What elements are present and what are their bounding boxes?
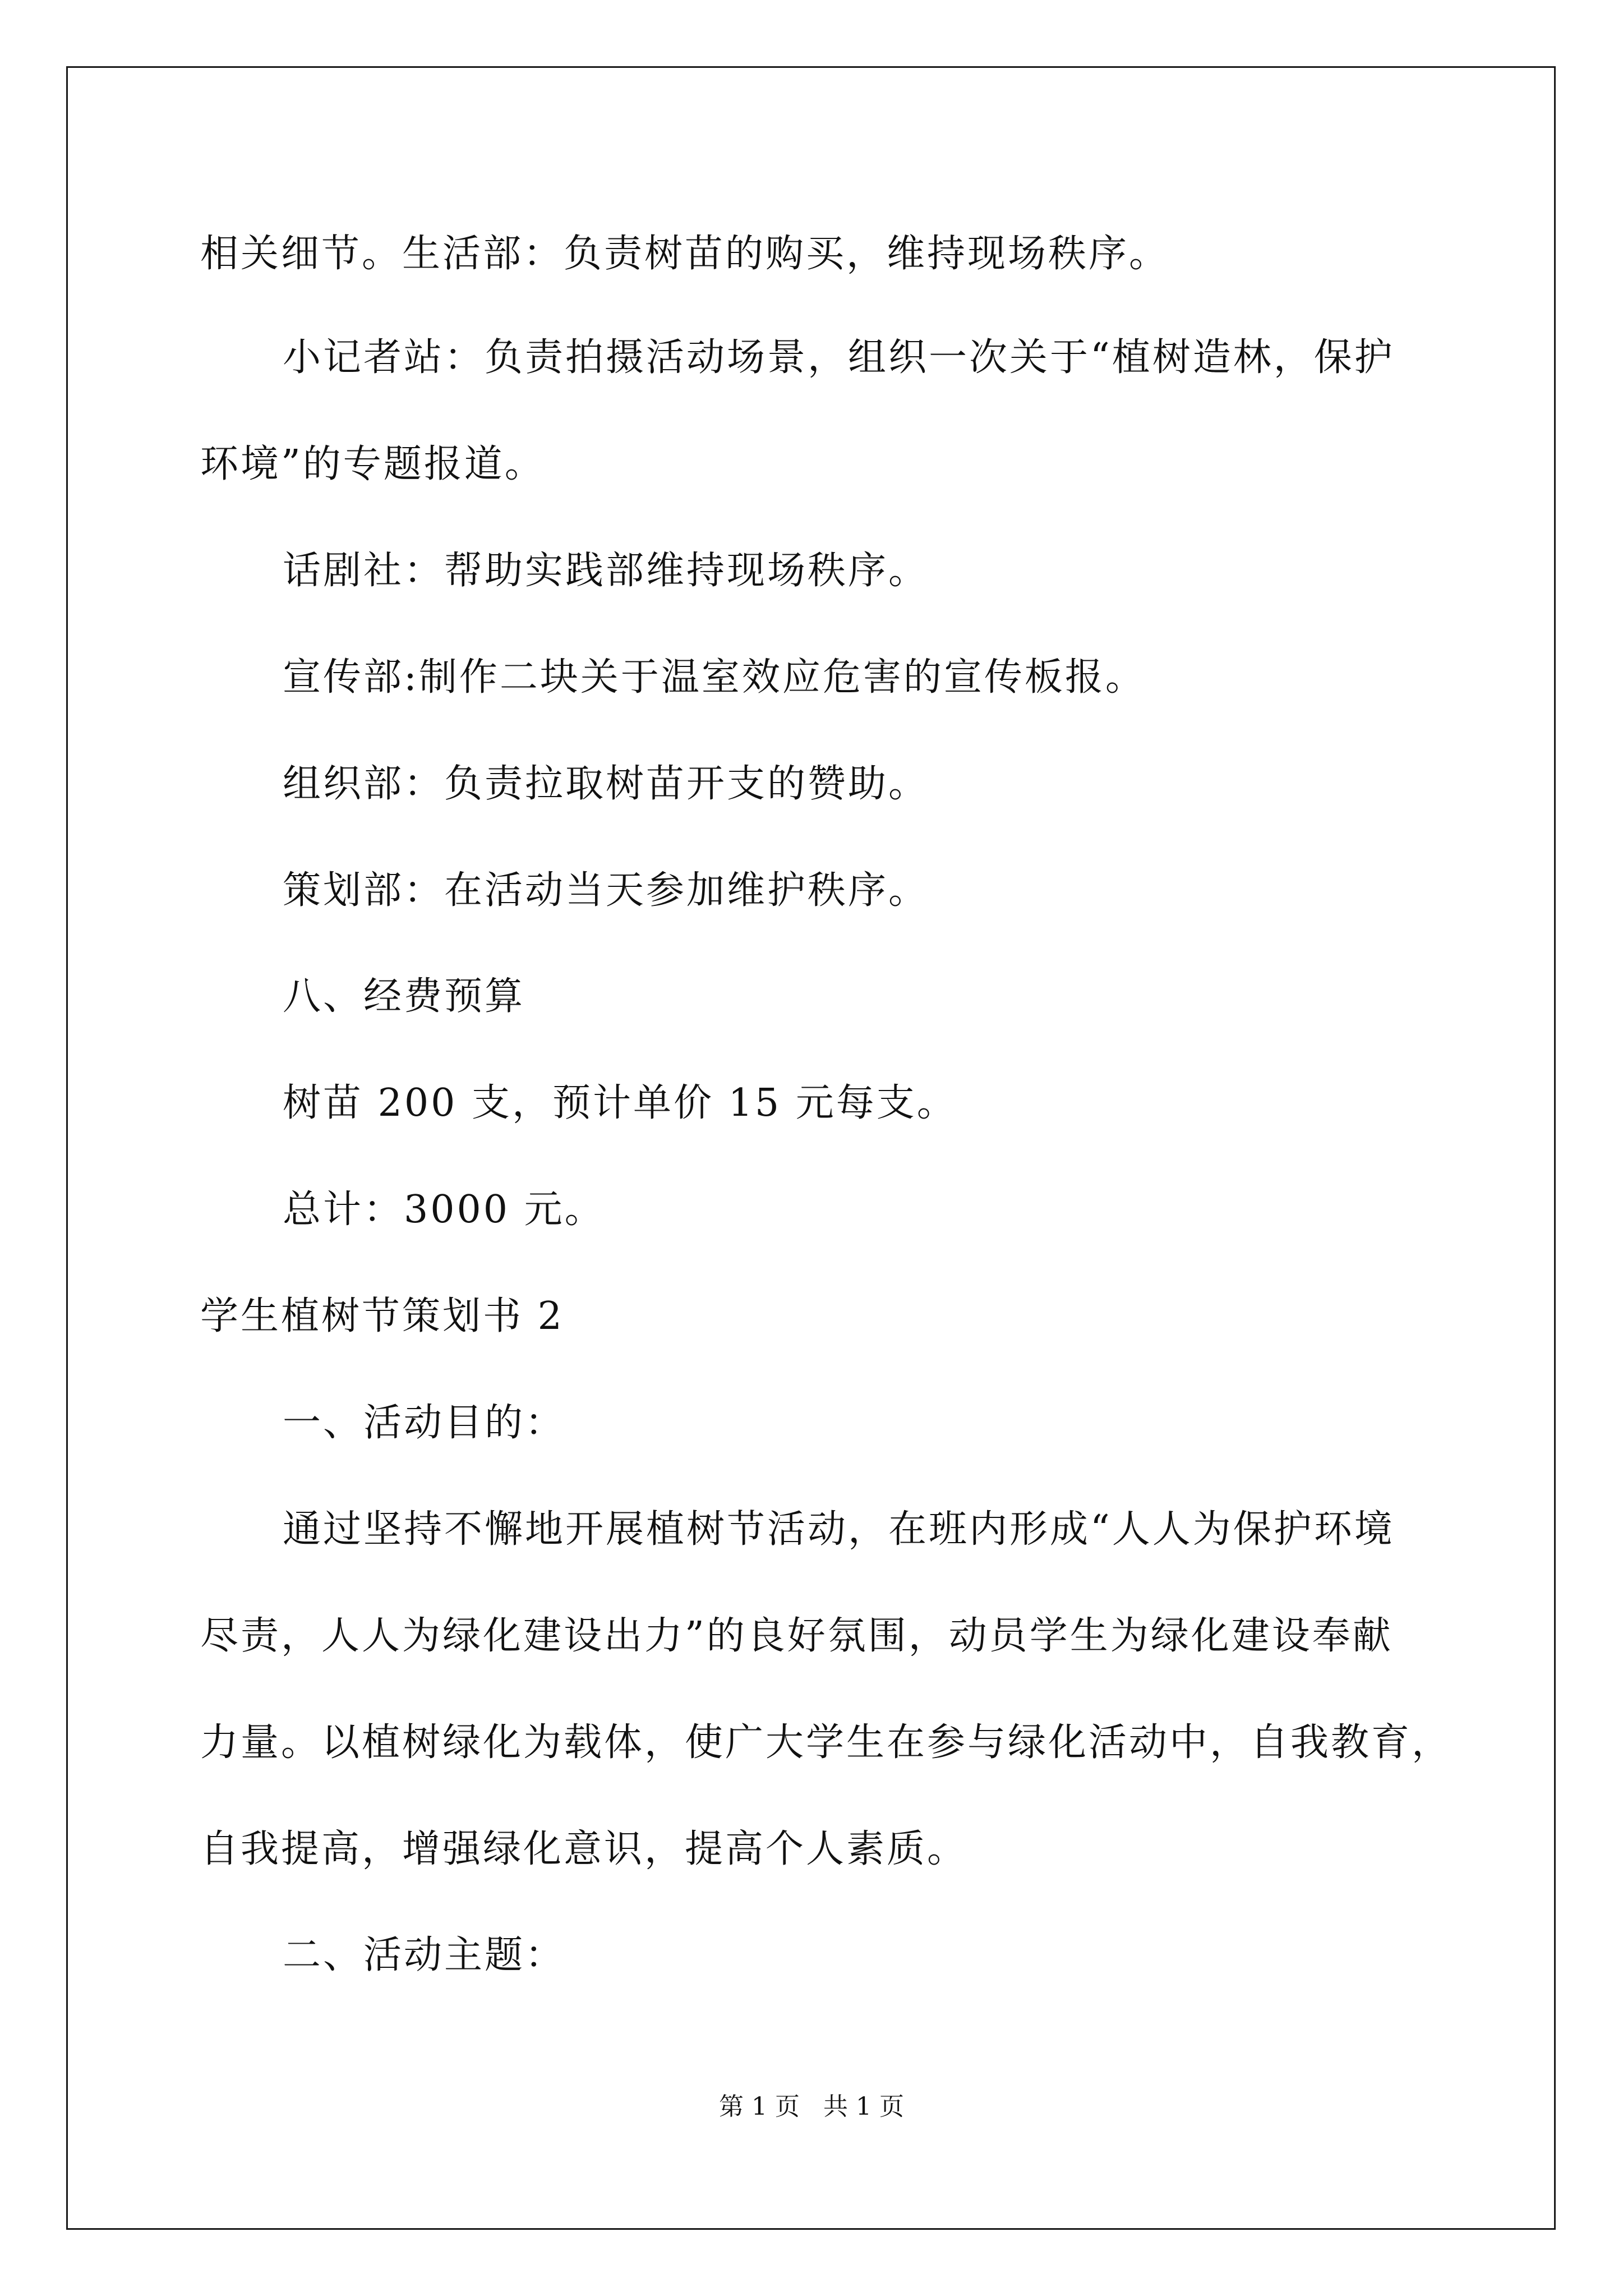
section-heading: 二、活动主题： xyxy=(283,1933,566,1977)
paragraph-line: 总计：3000 元。 xyxy=(283,1188,605,1232)
paragraph-line: 环境”的专题报道。 xyxy=(200,442,545,486)
paragraph-line: 组织部：负责拉取树苗开支的赞助。 xyxy=(283,762,929,806)
paragraph-line: 相关细节。生活部：负责树苗的购买，维持现场秩序。 xyxy=(200,232,1170,276)
paragraph-line: 自我提高，增强绿化意识，提高个人素质。 xyxy=(200,1827,968,1871)
section-heading: 一、活动目的： xyxy=(283,1401,566,1445)
page-number-current: 第 1 页 xyxy=(719,2092,800,2121)
paragraph-line: 通过坚持不懈地开展植树节活动，在班内形成“人人为保护环境 xyxy=(283,1507,1395,1552)
paragraph-line: 小记者站：负责拍摄活动场景，组织一次关于“植树造林，保护 xyxy=(283,335,1395,380)
page-number-total: 共 1 页 xyxy=(823,2092,904,2121)
paragraph-line: 宣传部:制作二块关于温室效应危害的宣传板报。 xyxy=(283,655,1146,700)
paragraph-line: 力量。以植树绿化为载体，使广大学生在参与绿化活动中，自我教育， xyxy=(200,1720,1453,1765)
document-title: 学生植树节策划书 2 xyxy=(200,1294,564,1338)
paragraph-line: 尽责，人人为绿化建设出力”的良好氛围，动员学生为绿化建设奉献 xyxy=(200,1614,1393,1658)
paragraph-line: 树苗 200 支，预计单价 15 元每支。 xyxy=(283,1081,957,1125)
page-border xyxy=(66,66,1556,2230)
page-footer xyxy=(0,2091,1623,2123)
section-heading: 八、经费预算 xyxy=(283,974,525,1019)
paragraph-line: 话剧社：帮助实践部维持现场秩序。 xyxy=(283,549,929,593)
paragraph-line: 策划部：在活动当天参加维护秩序。 xyxy=(283,868,929,913)
